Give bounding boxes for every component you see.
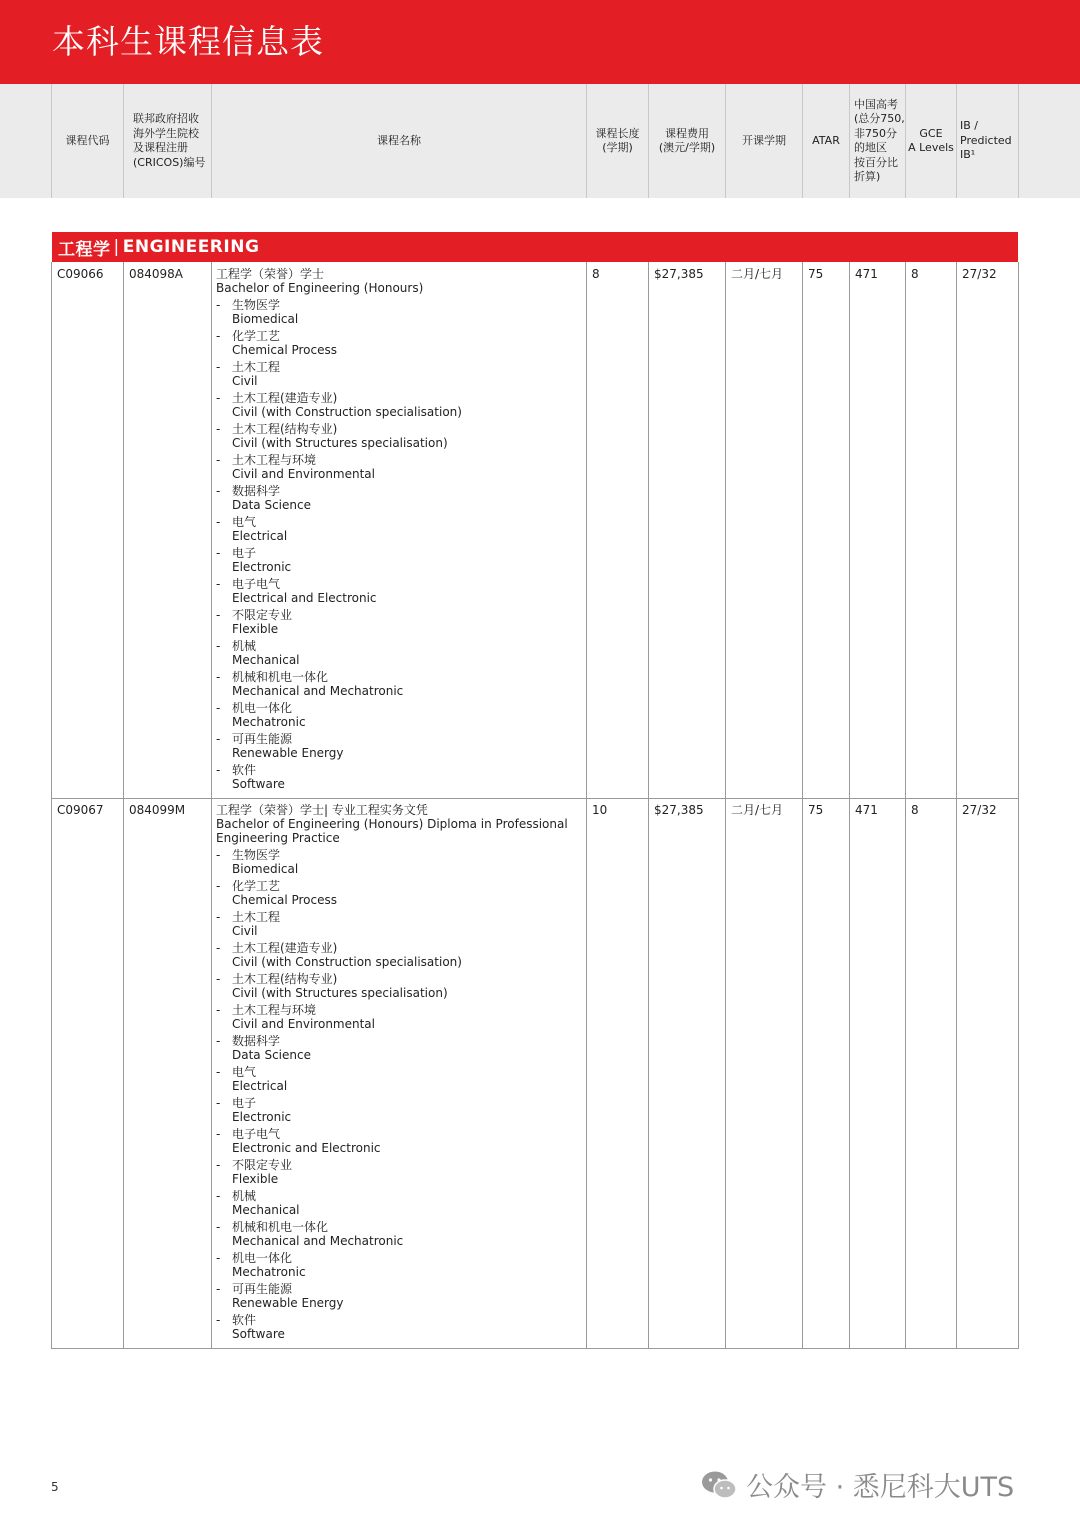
spec-item: - 土木工程(结构专业) Civil (with Structures specialisation) bbox=[216, 972, 448, 1000]
spec-item: - 机械 Mechanical bbox=[216, 639, 300, 667]
ib-value: 27/32 bbox=[962, 803, 997, 817]
course-title-en: Bachelor of Engineering (Honours) Diploma in Professional bbox=[216, 817, 568, 831]
header-duration: 课程长度 (学期) bbox=[595, 126, 640, 154]
header-cricos: 联邦政府招收 海外学生院校 及课程注册 (CRICOS)编号 bbox=[133, 112, 206, 169]
spec-item: - 电气 Electrical bbox=[216, 515, 288, 543]
header-ib: IB / Predicted IB¹ bbox=[960, 119, 1012, 162]
spec-item: - 土木工程(建造专业) Civil (with Construction specialisation) bbox=[216, 941, 462, 969]
spec-item: - 可再生能源 Renewable Energy bbox=[216, 732, 344, 760]
spec-item: - 电子 Electronic bbox=[216, 546, 292, 574]
duration-value: 10 bbox=[592, 803, 608, 817]
spec-item: - 生物医学 Biomedical bbox=[216, 848, 299, 876]
header-gaokao: 中国高考 (总分750, 非750分 的地区 按百分比 折算) bbox=[854, 97, 905, 183]
header-course-name: 课程名称 bbox=[377, 133, 421, 147]
header-course-code: 课程代码 bbox=[65, 133, 110, 147]
duration-value: 8 bbox=[592, 267, 600, 281]
spec-item: - 软件 Software bbox=[216, 1313, 285, 1341]
course-title-en-cont: Engineering Practice bbox=[216, 831, 340, 845]
wechat-icon bbox=[700, 1469, 738, 1501]
course-name bbox=[216, 803, 568, 1341]
spec-item: - 电子电气 Electrical and Electronic bbox=[216, 577, 377, 605]
spec-item: - 土木工程 Civil bbox=[216, 360, 281, 388]
watermark bbox=[700, 1465, 1014, 1504]
gaokao-value: 471 bbox=[855, 803, 878, 817]
intake-value: 二月/七月 bbox=[731, 803, 784, 817]
spec-item: - 软件 Software bbox=[216, 763, 285, 791]
header-intake: 开课学期 bbox=[742, 133, 786, 147]
spec-item: - 化学工艺 Chemical Process bbox=[216, 879, 338, 907]
spec-item: - 不限定专业 Flexible bbox=[216, 1158, 293, 1186]
section-title-cn: 工程学 bbox=[58, 239, 111, 260]
fee-value: $27,385 bbox=[654, 803, 704, 817]
atar-value: 75 bbox=[808, 267, 824, 281]
spec-item: - 生物医学 Biomedical bbox=[216, 298, 299, 326]
spec-item: - 电子 Electronic bbox=[216, 1096, 292, 1124]
spec-item: - 化学工艺 Chemical Process bbox=[216, 329, 338, 357]
course-title-cn: 工程学（荣誉）学士| 专业工程实务文凭 bbox=[216, 803, 428, 817]
ib-value: 27/32 bbox=[962, 267, 997, 281]
page-number: 5 bbox=[51, 1480, 59, 1494]
header-atar: ATAR bbox=[812, 133, 840, 147]
section-title-en: ENGINEERING bbox=[122, 237, 260, 257]
spec-item: - 不限定专业 Flexible bbox=[216, 608, 293, 636]
spec-item: - 电气 Electrical bbox=[216, 1065, 288, 1093]
header-gce: GCE A Levels bbox=[908, 126, 954, 154]
spec-item: - 数据科学 Data Science bbox=[216, 1034, 311, 1062]
spec-item: - 土木工程与环境 Civil and Environmental bbox=[216, 1003, 375, 1031]
gce-value: 8 bbox=[911, 803, 919, 817]
course-name bbox=[216, 267, 462, 791]
cricos-code: 084099M bbox=[129, 803, 186, 817]
spec-item: - 土木工程 Civil bbox=[216, 910, 281, 938]
course-code: C09067 bbox=[57, 803, 104, 817]
course-title-cn: 工程学（荣誉）学士 bbox=[216, 267, 325, 281]
gaokao-value: 471 bbox=[855, 267, 878, 281]
course-code: C09066 bbox=[57, 267, 104, 281]
spec-item: - 机电一体化 Mechatronic bbox=[216, 1251, 306, 1279]
spec-item: - 土木工程(结构专业) Civil (with Structures specialisation) bbox=[216, 422, 448, 450]
spec-item: - 机电一体化 Mechatronic bbox=[216, 701, 306, 729]
spec-item: - 机械和机电一体化 Mechanical and Mechatronic bbox=[216, 670, 404, 698]
page-title: 本科生课程信息表 bbox=[52, 22, 324, 61]
intake-value: 二月/七月 bbox=[731, 267, 784, 281]
spec-item: - 土木工程(建造专业) Civil (with Construction specialisation) bbox=[216, 391, 462, 419]
atar-value: 75 bbox=[808, 803, 824, 817]
section-separator: | bbox=[113, 237, 120, 257]
spec-item: - 土木工程与环境 Civil and Environmental bbox=[216, 453, 375, 481]
spec-item: - 机械和机电一体化 Mechanical and Mechatronic bbox=[216, 1220, 404, 1248]
fee-value: $27,385 bbox=[654, 267, 704, 281]
header-fee: 课程费用 (澳元/学期) bbox=[658, 126, 716, 154]
course-title-en: Bachelor of Engineering (Honours) bbox=[216, 281, 424, 295]
spec-item: - 机械 Mechanical bbox=[216, 1189, 300, 1217]
gce-value: 8 bbox=[911, 267, 919, 281]
section-header-engineering bbox=[52, 232, 1018, 262]
watermark-text: 公众号 · 悉尼科大UTS bbox=[746, 1472, 1015, 1503]
spec-item: - 数据科学 Data Science bbox=[216, 484, 311, 512]
spec-item: - 电子电气 Electronic and Electronic bbox=[216, 1127, 381, 1155]
cricos-code: 084098A bbox=[129, 267, 184, 281]
spec-item: - 可再生能源 Renewable Energy bbox=[216, 1282, 344, 1310]
